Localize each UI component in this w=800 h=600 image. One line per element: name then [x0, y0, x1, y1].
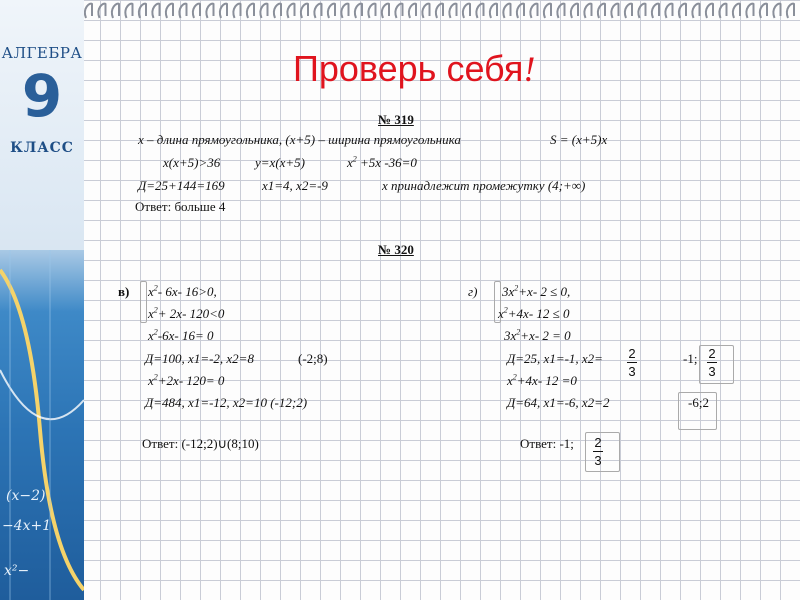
p319-line1-text: x – длина прямоугольника, (x+5) – ширина прямоугольника — [138, 132, 461, 147]
page-title: Проверь себя! — [293, 48, 536, 89]
p319-inequality: x(x+5)>36 — [163, 155, 221, 170]
v-answer: Ответ: (-12;2)∪(8;10) — [142, 436, 259, 451]
v-line2: $x^2+ 2x-$ 120<0 — [148, 305, 225, 321]
problem-319-heading: № 319 — [378, 112, 414, 127]
v-line5: $x^2+2x-$ 120= 0 — [148, 372, 225, 388]
g-line2: $x^2+4x-$ 12 ≤ 0 — [498, 305, 570, 321]
v-discriminant2: Д=484, x1=-12, x2=10 (-12;2) — [145, 395, 308, 410]
g-answer: Ответ: -1; — [520, 436, 574, 451]
textbook-cover-sidebar — [0, 0, 84, 600]
g-interval-fraction: 2 3 — [708, 346, 716, 379]
g-discriminant: Д=25, x1=-1, x2= — [507, 351, 603, 366]
interval-box-2 — [678, 392, 717, 430]
g-interval2: -6;2 — [688, 395, 709, 410]
subject-label: АЛГЕБРА — [1, 44, 83, 62]
v-discriminant: Д=100, x1=-2, x2=8 — [145, 351, 254, 366]
g-line5: $x^2+4x-$ 12 =0 — [507, 372, 577, 388]
grade-label: КЛАСС — [10, 140, 74, 156]
p319-interval: x принадлежит промежутку (4;+∞) — [382, 178, 586, 193]
svg-text:(x−2): (x−2) — [6, 488, 46, 504]
svg-text:x²−: x²− — [4, 563, 30, 579]
p319-equation: $x^2 +5x$ -36=0 — [347, 154, 417, 170]
notebook-spiral — [80, 0, 800, 22]
g-line1: $3x^2+x-$ 2 ≤ 0, — [502, 283, 571, 299]
system-brace-v — [140, 281, 147, 323]
grade-number: 9 — [21, 62, 63, 130]
p319-discriminant: Д=25+144=169 — [138, 178, 225, 193]
g-interval1: -1; — [683, 351, 698, 366]
part-g-label: г) — [468, 284, 478, 299]
g-discriminant2: Д=64, x1=-6, x2=2 — [507, 395, 610, 410]
p319-function: y=x(x+5) — [255, 155, 306, 170]
g-line3: $3x^2+x-$ 2 = 0 — [504, 327, 571, 343]
p319-roots: x1=4, x2=-9 — [262, 178, 328, 193]
problem-320-heading: № 320 — [378, 242, 414, 257]
p319-answer: Ответ: больше 4 — [135, 199, 226, 214]
g-x2-fraction: 2 3 — [628, 346, 636, 379]
v-interval1: (-2;8) — [298, 351, 328, 366]
g-answer-fraction: 2 3 — [594, 435, 602, 468]
p319-area-formula: S = (x+5)x — [550, 132, 608, 147]
svg-text:−4x+1: −4x+1 — [2, 518, 52, 534]
v-line1: $x^2-$ 6x- 16>0, — [148, 283, 217, 299]
cover-graph-illustration — [0, 250, 84, 600]
part-v-label: в) — [118, 284, 130, 299]
v-line3: $x^2-6x-$ 16= 0 — [148, 327, 214, 343]
